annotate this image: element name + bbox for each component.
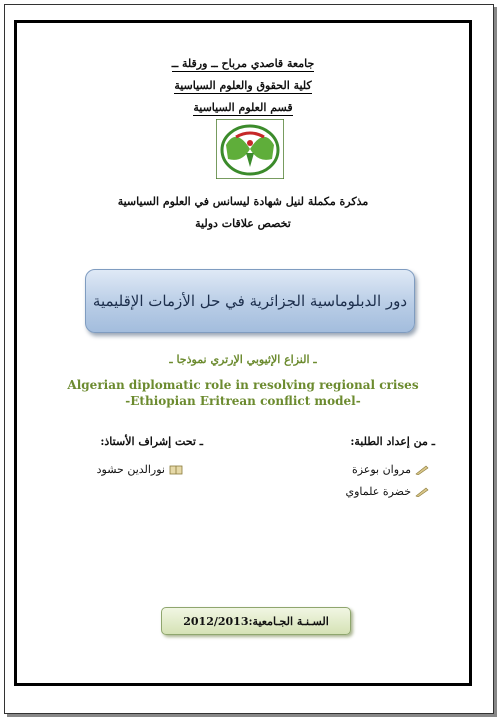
thesis-title-en: Algerian diplomatic role in resolving regional crises xyxy=(67,378,419,392)
faculty-name: كلية الحقوق والعلوم السياسية xyxy=(174,79,312,92)
faculty-line xyxy=(17,79,469,92)
student-name-1: مروان بوعزة xyxy=(352,463,429,476)
pen-icon xyxy=(415,465,429,475)
department-line xyxy=(17,101,469,114)
academic-year: السـنـة الجـامعية:2012/2013 xyxy=(183,614,329,628)
thesis-subtitle-ar: ـ النزاع الإثيوبي الإرتري نموذجا ـ xyxy=(169,353,317,366)
memo-specialty: تخصص علاقات دولية xyxy=(195,217,291,230)
supervisor-name: نورالدين حشود xyxy=(97,463,183,476)
academic-year-box xyxy=(161,607,351,635)
pen-icon xyxy=(415,487,429,497)
university-line xyxy=(17,57,469,70)
thesis-subtitle-en: -Ethiopian Eritrean conflict model- xyxy=(125,394,361,408)
department-name: قسم العلوم السياسية xyxy=(193,101,293,114)
student-name-2: خضرة علماوي xyxy=(345,485,429,498)
students-label: ـ من إعداد الطلبة: xyxy=(350,435,435,448)
memo-purpose: مذكرة مكملة لنيل شهادة ليسانس في العلوم السياسية xyxy=(117,195,369,208)
cover-border xyxy=(14,20,472,686)
thesis-title-ar: دور الدبلوماسية الجزائرية في حل الأزمات الإقليمية xyxy=(92,292,408,310)
university-logo-icon xyxy=(216,119,284,179)
book-icon xyxy=(169,465,183,475)
title-box xyxy=(85,269,415,333)
university-name: جامعة قاصدي مرباح ــ ورقلة ــ xyxy=(171,57,315,70)
supervisor-label: ـ تحت إشراف الأستاذ: xyxy=(100,435,203,448)
